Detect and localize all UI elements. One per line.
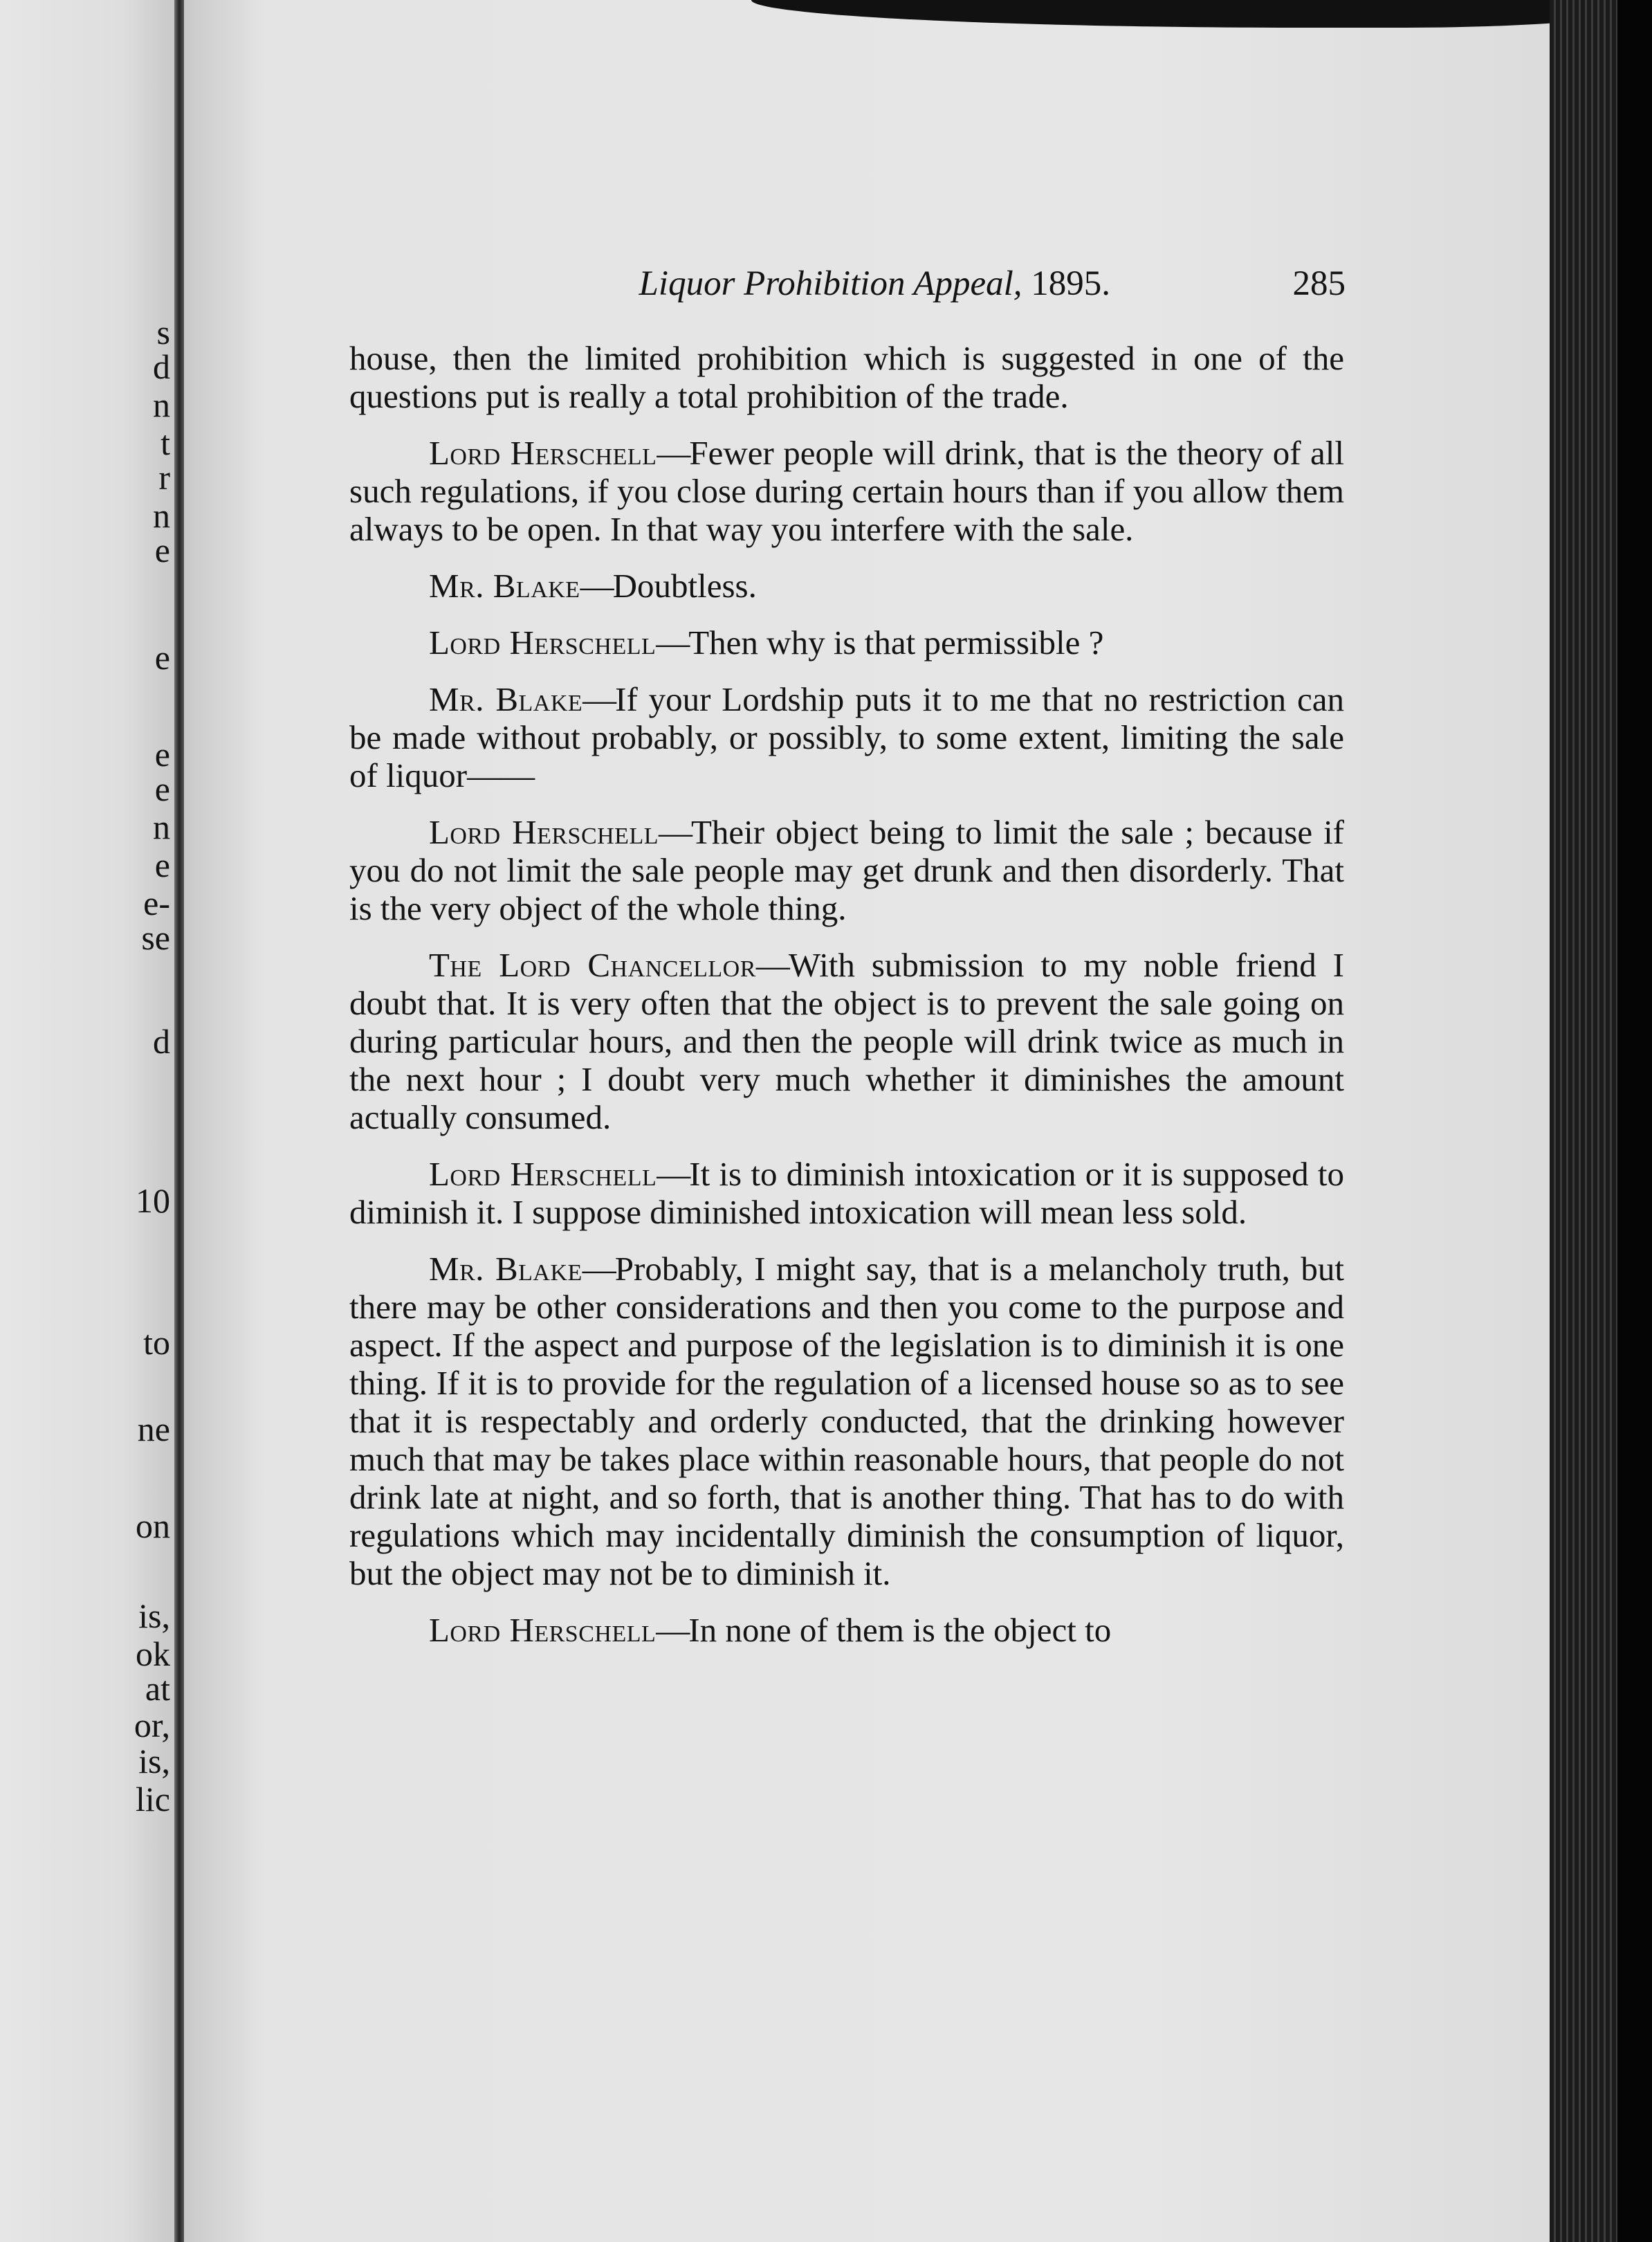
speaker-name: Lord Herschell (429, 434, 657, 472)
paragraph (349, 680, 1344, 794)
speaker-name: Lord Herschell (429, 1155, 657, 1193)
facing-page-fragment: 10 (136, 1181, 170, 1220)
paragraph (349, 434, 1344, 548)
facing-page-fragment: on (136, 1506, 170, 1545)
speaker-name: The Lord Chancellor (429, 946, 756, 984)
paragraph-text: Then why is that permissible ? (688, 623, 1104, 662)
speaker-dash: — (580, 567, 613, 605)
facing-page-fragment: d (153, 1022, 170, 1061)
facing-page-fragment: at (145, 1669, 170, 1708)
facing-page-edge (0, 0, 174, 2242)
paragraph-text: In none of them is the object to (688, 1611, 1112, 1649)
paragraph-text: Probably, I might say, that is a melancholy truth, but there may be other considerations and then you come to the purpose and aspect. If the aspect and purpose of the legislation is to diminish it is one thing. If it is to provide for the regulation of a licensed house so as to see that it is respectably and orderly conducted, that the drinking however much that may be takes place within reasonable hours, that people do not drink late at night, and so forth, that is another thing. That has to do with regulations which may incidentally diminish the consumption of liquor, but the object may not be to diminish it. (349, 1250, 1344, 1592)
speaker-name: Lord Herschell (429, 623, 657, 662)
paragraph (349, 339, 1344, 415)
facing-page-fragment: se (141, 918, 170, 957)
paragraph-text: It is to diminish intoxication or it is supposed to diminish it. I suppose diminished intoxication will mean less sold. (349, 1155, 1345, 1231)
facing-page-fragment: e- (143, 884, 170, 922)
facing-page-fragment: ok (136, 1634, 170, 1673)
facing-page-fragment: e (154, 638, 170, 677)
book-gutter (174, 0, 184, 2242)
paragraph-text: If your Lordship puts it to me that no restriction can be made without probably, or possibly, to some extent, limiting the sale of liquor—— (349, 680, 1344, 794)
page-number: 285 (1292, 264, 1346, 303)
paragraph-text: Doubtless. (612, 567, 757, 605)
running-header (349, 266, 1346, 315)
facing-page-fragment: r (158, 458, 170, 497)
facing-page-fragment: ne (137, 1410, 170, 1448)
speaker-dash: — (582, 1250, 615, 1288)
speaker-name: Mr. Blake (429, 567, 580, 605)
facing-page-fragment: is, (138, 1596, 170, 1635)
speaker-name: Mr. Blake (429, 680, 583, 718)
speaker-dash: — (656, 623, 689, 662)
paragraph (349, 1250, 1344, 1592)
speaker-name: Lord Herschell (429, 813, 659, 851)
facing-page-fragment: or, (134, 1706, 170, 1744)
facing-page-fragment: is, (138, 1742, 170, 1780)
running-title-year: 1895. (1022, 264, 1110, 303)
body-text (349, 339, 1344, 1668)
facing-page-fragment: to (143, 1323, 170, 1362)
paragraph-text: Fewer people will drink, that is the theory of all such regulations, if you close during certain hours than if you allow them always to be open. In that way you interfere with the sale. (349, 434, 1345, 548)
paragraph (349, 623, 1344, 662)
speaker-dash: — (582, 680, 616, 718)
facing-page-fragment: e (154, 769, 170, 808)
facing-page-fragment: e (154, 846, 170, 884)
speaker-dash: — (656, 1611, 689, 1649)
facing-page-fragment: s (156, 313, 170, 352)
paragraph (349, 567, 1344, 605)
facing-page-fragment: e (154, 735, 170, 774)
speaker-name: Mr. Blake (429, 1250, 582, 1288)
page-edge-stack (1550, 0, 1652, 2242)
running-title-italic: Liquor Prohibition Appeal, (639, 264, 1022, 303)
facing-page-fragment: lic (136, 1780, 170, 1819)
facing-page-fragment: t (160, 423, 170, 462)
speaker-name: Lord Herschell (429, 1611, 657, 1649)
speaker-dash: — (755, 946, 789, 984)
speaker-dash: — (659, 813, 691, 851)
paragraph (349, 1155, 1344, 1231)
top-shadow (751, 0, 1652, 28)
speaker-dash: — (657, 1155, 690, 1193)
paragraph-text: Their object being to limit the sale ; because if you do not limit the sale people may get drunk and then disorderly. That is the very object of the whole thing. (349, 813, 1345, 927)
running-title (349, 266, 1110, 302)
facing-page-fragment: n (153, 808, 170, 846)
facing-page-fragment: n (153, 496, 170, 535)
speaker-dash: — (657, 434, 690, 472)
facing-page-fragment: d (153, 347, 170, 386)
facing-page-fragment: e (154, 531, 170, 569)
paragraph (349, 813, 1344, 927)
paragraph-text: With submission to my noble friend I doubt that. It is very often that the object is to prevent the sale going on during particular hours, and then the people will drink twice as much in the next hour ; I doubt very much whether it diminishes the amount actually consumed. (349, 946, 1344, 1136)
paragraph-text: house, then the limited prohibition which is suggested in one of the questions put is really a total prohibition of the trade. (349, 339, 1344, 415)
paragraph (349, 1611, 1344, 1649)
paragraph (349, 946, 1344, 1136)
facing-page-fragment: n (153, 385, 170, 424)
